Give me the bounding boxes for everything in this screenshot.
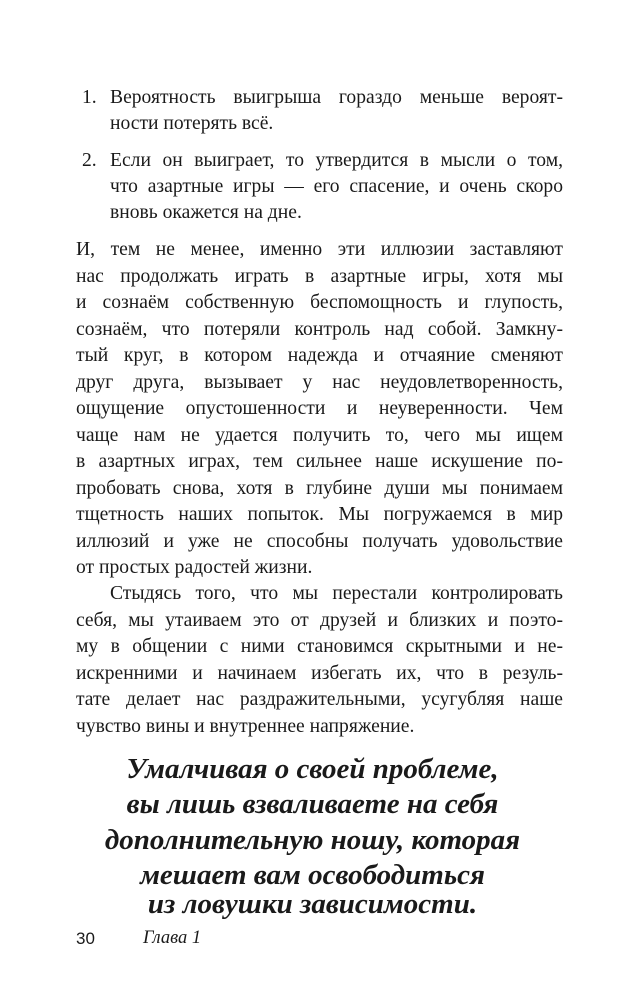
running-footer-chapter: Глава 1 (143, 928, 202, 948)
list-item-number: 2. (82, 150, 97, 171)
pull-quote-line: мешает вам освободиться (140, 859, 485, 891)
paragraph-line: тщетность наших попыток. Мы погружаемся в мир (76, 504, 563, 525)
paragraph-line: друг друга, вызывает у нас неудовлетворенность, (76, 372, 563, 393)
paragraph-line: в азартных играх, тем сильнее наше искушение по- (76, 451, 563, 472)
paragraph-line: чувство вины и внутреннее напряжение. (76, 716, 415, 737)
page-number: 30 (76, 929, 95, 948)
list-item-line: ности потерять всё. (110, 113, 274, 134)
list-item-line: что азартные игры — его спасение, и очень скоро (110, 176, 563, 197)
paragraph-line: тате делает нас раздражительными, усугубляя наше (76, 689, 563, 710)
list-item-line: Вероятность выигрыша гораздо меньше вероят- (110, 87, 563, 108)
paragraph-line: себя, мы утаиваем это от друзей и близких и поэто- (76, 610, 563, 631)
paragraph-line: чаще нам не удается получить то, чего мы ищем (76, 425, 563, 446)
paragraph-line: И, тем не менее, именно эти иллюзии заставляют (76, 239, 563, 260)
pull-quote-line: дополнительную ношу, которая (104, 824, 521, 856)
paragraph-line: и сознаём собственную беспомощность и глупость, (76, 292, 563, 313)
pull-quote-line: Умалчивая о своей проблеме, (126, 753, 499, 785)
paragraph-line: искренними и начинаем избегать их, что в резуль- (76, 663, 563, 684)
paragraph-line: сознаём, что потеряли контроль над собой. Замкну- (76, 319, 563, 340)
list-item-line: вновь окажется на дне. (110, 202, 302, 223)
paragraph-line: тый круг, в котором надежда и отчаяние сменяют (76, 345, 563, 366)
paragraph-line: ощущение опустошенности и неуверенности. Чем (76, 398, 563, 419)
list-item-line: Если он выиграет, то утвердится в мысли о том, (110, 150, 563, 171)
paragraph-line: пробовать снова, хотя в глубине души мы понимаем (76, 478, 563, 499)
pull-quote-line: вы лишь взваливаете на себя (126, 788, 499, 820)
pull-quote-line: из ловушки зависимости. (147, 888, 478, 920)
paragraph-line: иллюзий и уже не способны получать удовольствие (76, 531, 563, 552)
paragraph-line: Стыдясь того, что мы перестали контролировать (110, 583, 563, 604)
list-item-number: 1. (82, 87, 97, 108)
paragraph-line: му в общении с ними становимся скрытными и не- (76, 636, 563, 657)
paragraph-line: от простых радостей жизни. (76, 557, 313, 578)
paragraph-line: нас продолжать играть в азартные игры, хотя мы (76, 266, 563, 287)
